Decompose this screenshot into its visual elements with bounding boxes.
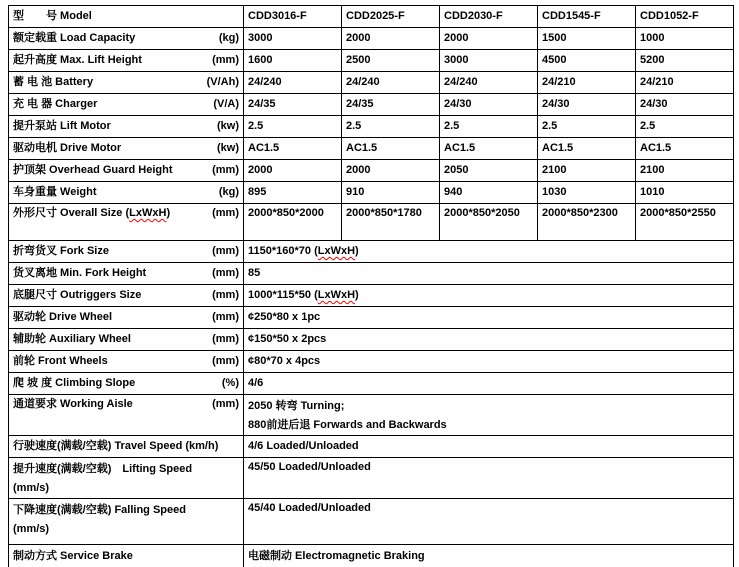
model-name-cell: CDD1052-F — [636, 6, 734, 28]
spec-value-cell: 2.5 — [636, 116, 734, 138]
spec-value-cell: 2100 — [538, 160, 636, 182]
spec-value-cell: 24/210 — [636, 72, 734, 94]
row-label: 额定载重 Load Capacity — [13, 32, 136, 44]
row-label: 蓄 电 池 Battery — [13, 76, 94, 88]
row-unit: (kw) — [217, 120, 239, 132]
spec-value-cell: AC1.5 — [244, 138, 342, 160]
table-row — [9, 263, 734, 285]
label-wrap — [13, 141, 239, 156]
value-text: ) — [355, 289, 359, 301]
spec-value-cell: 24/35 — [342, 94, 440, 116]
table-row — [9, 329, 734, 351]
spec-label-cell — [9, 50, 244, 72]
label-wrap — [13, 288, 239, 303]
spec-value-cell-merged — [244, 395, 734, 436]
row-unit: (mm) — [212, 289, 239, 301]
label-wrap — [13, 501, 239, 539]
spec-table — [8, 5, 734, 567]
label-wrap — [13, 266, 239, 281]
table-row — [9, 395, 734, 436]
spec-value-cell: 24/30 — [538, 94, 636, 116]
spec-value-cell: 1500 — [538, 28, 636, 50]
row-unit: (mm) — [212, 164, 239, 176]
model-label-cell — [9, 6, 244, 28]
spec-label-cell — [9, 160, 244, 182]
spec-value-cell-merged: 45/40 Loaded/Unloaded — [244, 499, 734, 545]
row-unit: (kw) — [217, 142, 239, 154]
spec-value-cell: AC1.5 — [636, 138, 734, 160]
row-label: 护顶架 Overhead Guard Height — [13, 164, 173, 176]
spec-value-cell-merged: ¢150*50 x 2pcs — [244, 329, 734, 351]
row-unit: (mm) — [212, 355, 239, 367]
table-row — [9, 373, 734, 395]
value-line: 2050 转弯 Turning; — [248, 400, 345, 412]
label-wrap — [13, 185, 239, 200]
row-label: 充 电 器 Charger — [13, 98, 98, 110]
spec-value-cell: 2000 — [244, 160, 342, 182]
spec-value-cell-merged: 4/6 Loaded/Unloaded — [244, 436, 734, 458]
spec-value-cell: AC1.5 — [538, 138, 636, 160]
spec-value-cell-merged — [244, 241, 734, 263]
label-wrap — [13, 332, 239, 347]
spec-value-cell: 2.5 — [244, 116, 342, 138]
spec-value-cell: 1010 — [636, 182, 734, 204]
spec-label-cell — [9, 263, 244, 285]
label-wrap — [13, 9, 239, 24]
spec-label-cell — [9, 94, 244, 116]
spec-value-cell: 2000*850*2000 — [244, 204, 342, 241]
table-row — [9, 458, 734, 499]
table-row — [9, 285, 734, 307]
row-label: 型 号 Model — [13, 10, 92, 22]
row-unit: (V/A) — [213, 98, 239, 110]
spec-value-cell-merged: 85 — [244, 263, 734, 285]
spec-value-cell: 2100 — [636, 160, 734, 182]
row-label — [13, 206, 170, 221]
row-unit: (kg) — [218, 32, 239, 44]
spec-value-cell-merged: 45/50 Loaded/Unloaded — [244, 458, 734, 499]
spec-label-cell — [9, 458, 244, 499]
row-label-line: (mm/s) — [13, 482, 50, 494]
spec-value-cell: 2000*850*1780 — [342, 204, 440, 241]
row-label: 折弯货叉 Fork Size — [13, 245, 109, 257]
table-row-header — [9, 6, 734, 28]
spec-value-cell-merged: ¢80*70 x 4pcs — [244, 351, 734, 373]
spec-value-cell: 2050 — [440, 160, 538, 182]
row-label: 爬 坡 度 Climbing Slope — [13, 377, 136, 389]
table-row — [9, 94, 734, 116]
row-unit: (%) — [221, 377, 239, 389]
spec-label-cell — [9, 329, 244, 351]
table-row — [9, 204, 734, 241]
label-text: 外形尺寸 Overall Size ( — [13, 207, 130, 219]
table-row — [9, 351, 734, 373]
spec-value-cell: 2000*850*2550 — [636, 204, 734, 241]
spec-value-cell-merged: ¢250*80 x 1pc — [244, 307, 734, 329]
row-unit: (mm) — [212, 311, 239, 323]
spec-value-cell: 3000 — [244, 28, 342, 50]
row-label: 通道要求 Working Aisle — [13, 398, 133, 410]
spec-table-body — [9, 6, 734, 567]
row-unit: (mm) — [212, 267, 239, 279]
spec-label-cell — [9, 204, 244, 241]
label-wrap — [13, 439, 239, 454]
row-label: 制动方式 Service Brake — [13, 550, 133, 562]
spec-label-cell — [9, 436, 244, 458]
spec-value-cell: 2.5 — [440, 116, 538, 138]
row-label: 驱动轮 Drive Wheel — [13, 311, 113, 323]
spec-label-cell — [9, 28, 244, 50]
row-unit: (V/Ah) — [206, 76, 239, 88]
spec-value-cell: 24/35 — [244, 94, 342, 116]
spec-value-cell: 1030 — [538, 182, 636, 204]
table-row — [9, 28, 734, 50]
spec-value-cell: 1000 — [636, 28, 734, 50]
table-row — [9, 241, 734, 263]
model-name-cell: CDD3016-F — [244, 6, 342, 28]
value-text: 1000*115*50 ( — [248, 289, 318, 301]
spec-value-cell: 2000 — [342, 160, 440, 182]
value-line: 880前进后退 Forwards and Backwards — [248, 419, 447, 431]
spec-value-cell: 895 — [244, 182, 342, 204]
label-wrap — [13, 97, 239, 112]
spec-value-cell-merged: 电磁制动 Electromagnetic Braking — [244, 545, 734, 567]
value-text: ) — [355, 245, 359, 257]
table-row — [9, 160, 734, 182]
label-wrap — [13, 31, 239, 46]
table-row — [9, 50, 734, 72]
table-row — [9, 138, 734, 160]
row-unit: (mm) — [212, 245, 239, 257]
spec-value-cell: 2.5 — [538, 116, 636, 138]
spec-label-cell — [9, 182, 244, 204]
misspelled-text: LxWxH — [317, 289, 356, 301]
spec-label-cell — [9, 395, 244, 436]
row-label: 车身重量 Weight — [13, 186, 97, 198]
spec-value-cell: 24/240 — [342, 72, 440, 94]
row-unit: (mm) — [212, 333, 239, 345]
label-wrap — [13, 75, 239, 90]
row-unit: (mm) — [212, 54, 239, 66]
table-row — [9, 116, 734, 138]
label-wrap — [13, 397, 239, 412]
label-wrap — [13, 354, 239, 369]
spec-value-cell-merged — [244, 285, 734, 307]
row-unit: (kg) — [218, 186, 239, 198]
spec-label-cell — [9, 285, 244, 307]
label-wrap — [13, 119, 239, 134]
table-row — [9, 72, 734, 94]
spec-value-cell: 2.5 — [342, 116, 440, 138]
spec-label-cell — [9, 545, 244, 567]
spec-value-cell: 24/30 — [440, 94, 538, 116]
label-wrap — [13, 163, 239, 178]
spec-value-cell: 2000*850*2300 — [538, 204, 636, 241]
spec-value-cell: 3000 — [440, 50, 538, 72]
spec-value-cell: 2000*850*2050 — [440, 204, 538, 241]
spec-value-cell: 910 — [342, 182, 440, 204]
spec-label-cell — [9, 116, 244, 138]
table-row — [9, 436, 734, 458]
table-row — [9, 307, 734, 329]
row-label-line: 提升速度(满载/空载) Lifting Speed — [13, 463, 193, 475]
row-label-line: 下降速度(满载/空载) Falling Speed — [13, 504, 186, 516]
label-wrap — [13, 244, 239, 259]
row-label: 行驶速度(满载/空载) Travel Speed (km/h) — [13, 440, 219, 452]
spec-label-cell — [9, 138, 244, 160]
spec-value-cell: AC1.5 — [342, 138, 440, 160]
spec-label-cell — [9, 72, 244, 94]
model-name-cell: CDD2030-F — [440, 6, 538, 28]
label-wrap — [13, 310, 239, 325]
spec-value-cell: 2000 — [440, 28, 538, 50]
label-wrap — [13, 460, 239, 498]
value-wrap — [248, 397, 729, 435]
table-row — [9, 545, 734, 567]
row-label-line: (mm/s) — [13, 523, 50, 535]
spec-value-cell: 2500 — [342, 50, 440, 72]
spec-value-cell: 24/210 — [538, 72, 636, 94]
row-label: 货叉离地 Min. Fork Height — [13, 267, 147, 279]
label-text: ) — [166, 207, 171, 219]
model-name-cell: CDD2025-F — [342, 6, 440, 28]
table-row — [9, 182, 734, 204]
row-unit: (mm) — [212, 207, 239, 219]
spec-label-cell — [9, 307, 244, 329]
misspelled-text: LxWxH — [317, 245, 356, 257]
label-wrap — [13, 376, 239, 391]
row-label: 前轮 Front Wheels — [13, 355, 108, 367]
spec-value-cell: 24/30 — [636, 94, 734, 116]
spec-label-cell — [9, 499, 244, 545]
spec-value-cell: 1600 — [244, 50, 342, 72]
row-label: 辅助轮 Auxiliary Wheel — [13, 333, 131, 345]
misspelled-text: LxWxH — [129, 207, 167, 219]
spec-label-cell — [9, 351, 244, 373]
spec-label-cell — [9, 373, 244, 395]
value-text: 1150*160*70 ( — [248, 245, 318, 257]
row-label: 起升高度 Max. Lift Height — [13, 54, 142, 66]
spec-value-cell: 5200 — [636, 50, 734, 72]
spec-label-cell — [9, 241, 244, 263]
row-label: 提升泵站 Lift Motor — [13, 120, 111, 132]
spec-value-cell: 24/240 — [244, 72, 342, 94]
model-name-cell: CDD1545-F — [538, 6, 636, 28]
row-unit: (mm) — [212, 398, 239, 410]
label-wrap — [13, 549, 239, 564]
spec-value-cell-merged: 4/6 — [244, 373, 734, 395]
spec-value-cell: 2000 — [342, 28, 440, 50]
spec-value-cell: 24/240 — [440, 72, 538, 94]
row-label: 底腿尺寸 Outriggers Size — [13, 289, 142, 301]
table-row — [9, 499, 734, 545]
label-wrap — [13, 206, 239, 221]
spec-value-cell: 4500 — [538, 50, 636, 72]
label-wrap — [13, 53, 239, 68]
spec-value-cell: 940 — [440, 182, 538, 204]
row-label: 驱动电机 Drive Motor — [13, 142, 122, 154]
spec-value-cell: AC1.5 — [440, 138, 538, 160]
